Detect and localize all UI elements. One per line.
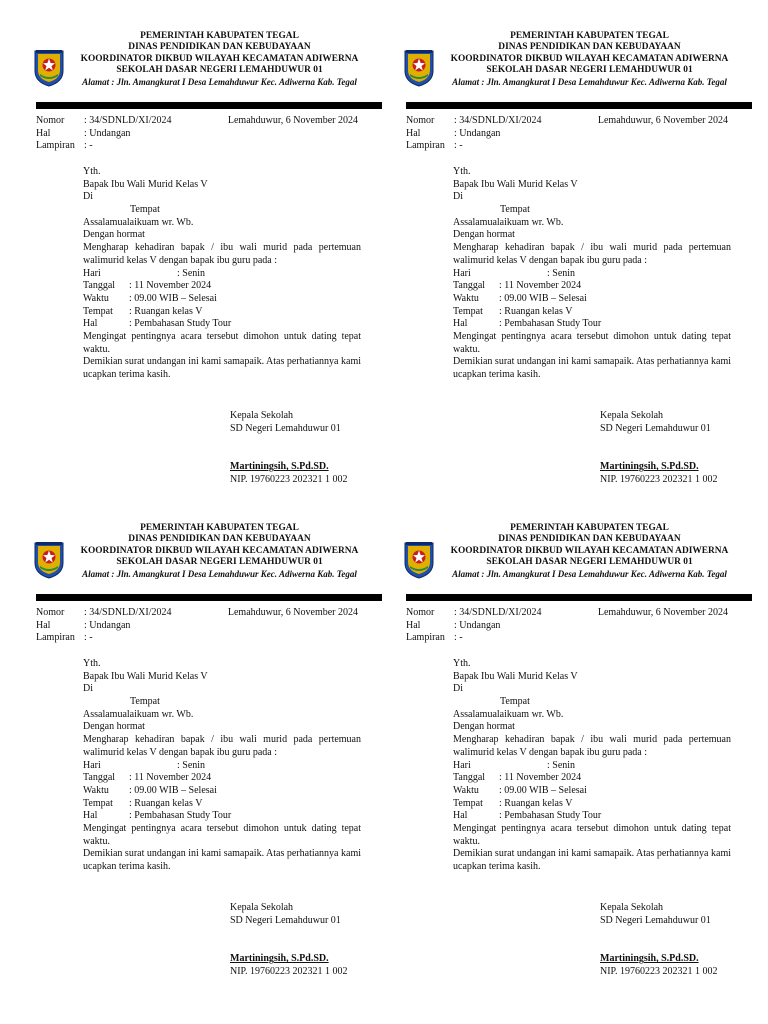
letterhead xyxy=(32,29,382,93)
lampiran-value: : - xyxy=(84,632,93,644)
reminder-paragraph: Mengingat pentingnya acara tersebut dimohon untuk dating tepat waktu. xyxy=(453,330,731,355)
recipient-di: Di xyxy=(453,683,463,695)
hal-value: : Undangan xyxy=(454,619,501,631)
recipient-name: Bapak Ibu Wali Murid Kelas V xyxy=(453,670,578,682)
invitation-letter xyxy=(402,521,752,1013)
kabupaten-tegal-crest-icon xyxy=(404,49,434,87)
signature-school: SD Negeri Lemahduwur 01 xyxy=(230,914,341,926)
tanggal-value: : 11 November 2024 xyxy=(499,280,582,292)
hal-value: : Undangan xyxy=(454,127,501,139)
invitation-letter xyxy=(32,521,382,1013)
detail-hal-label: Hal xyxy=(83,810,98,822)
header-coordinator: KOORDINATOR DIKBUD WILAYAH KECAMATAN ADIWERNA xyxy=(450,545,729,556)
signature-name: Martiningsih, S.Pd.SD. xyxy=(230,953,329,965)
detail-hal xyxy=(83,318,361,331)
waktu-value: : 09.00 WIB – Selesai xyxy=(129,292,217,304)
recipient-name: Bapak Ibu Wali Murid Kelas V xyxy=(83,670,208,682)
detail-hal-value: : Pembahasan Study Tour xyxy=(129,318,232,330)
dengan-hormat: Dengan hormat xyxy=(83,229,145,241)
detail-waktu xyxy=(453,785,731,798)
tanggal-label: Tanggal xyxy=(83,772,116,784)
hal-value: : Undangan xyxy=(84,127,131,139)
detail-hal-label: Hal xyxy=(453,810,468,822)
nomor-label: Nomor xyxy=(406,115,435,126)
signature-block xyxy=(230,410,348,487)
letter-body xyxy=(83,658,361,874)
meta-hal-row xyxy=(406,620,752,633)
hal-value: : Undangan xyxy=(84,619,131,631)
letter-meta xyxy=(36,115,382,153)
nomor-value: : 34/SDNLD/XI/2024 xyxy=(84,115,172,126)
signature-school: SD Negeri Lemahduwur 01 xyxy=(230,422,341,434)
header-school: SEKOLAH DASAR NEGERI LEMAHDUWUR 01 xyxy=(486,557,693,568)
greeting: Assalamualaikuam wr. Wb. xyxy=(453,216,564,228)
hal-label: Hal xyxy=(406,619,421,631)
lampiran-label: Lampiran xyxy=(406,140,445,152)
letterhead-text xyxy=(62,31,377,88)
header-school: SEKOLAH DASAR NEGERI LEMAHDUWUR 01 xyxy=(116,65,323,76)
detail-hari xyxy=(453,268,731,281)
lampiran-label: Lampiran xyxy=(36,632,75,644)
header-department: DINAS PENDIDIKAN DAN KEBUDAYAAN xyxy=(498,534,681,545)
header-department: DINAS PENDIDIKAN DAN KEBUDAYAAN xyxy=(128,42,311,53)
kabupaten-tegal-crest-icon xyxy=(34,541,64,579)
lampiran-value: : - xyxy=(454,632,463,644)
detail-tempat xyxy=(83,306,361,319)
hal-label: Hal xyxy=(36,127,51,139)
detail-hal-value: : Pembahasan Study Tour xyxy=(499,810,602,822)
recipient-di: Di xyxy=(83,191,93,203)
meta-nomor-row xyxy=(406,115,752,128)
dengan-hormat: Dengan hormat xyxy=(453,229,515,241)
header-school: SEKOLAH DASAR NEGERI LEMAHDUWUR 01 xyxy=(116,557,323,568)
signature-name: Martiningsih, S.Pd.SD. xyxy=(230,461,329,473)
waktu-label: Waktu xyxy=(453,784,479,796)
recipient-di: Di xyxy=(83,683,93,695)
closing-paragraph: Demikian surat undangan ini kami samapaik. Atas perhatiannya kami ucapkan terima kasih. xyxy=(83,848,361,873)
hal-label: Hal xyxy=(36,619,51,631)
signature-name: Martiningsih, S.Pd.SD. xyxy=(600,461,699,473)
meta-hal-row xyxy=(36,128,382,141)
nomor-value: : 34/SDNLD/XI/2024 xyxy=(84,607,172,618)
header-department: DINAS PENDIDIKAN DAN KEBUDAYAAN xyxy=(128,534,311,545)
meta-nomor-row xyxy=(36,607,382,620)
tempat-label: Tempat xyxy=(83,797,113,809)
header-divider xyxy=(406,594,752,601)
recipient-name: Bapak Ibu Wali Murid Kelas V xyxy=(83,178,208,190)
reminder-paragraph: Mengingat pentingnya acara tersebut dimohon untuk dating tepat waktu. xyxy=(83,330,361,355)
intro-paragraph: Mengharap kehadiran bapak / ibu wali murid pada pertemuan walimurid kelas V dengan bapak ibu guru pada : xyxy=(453,242,731,266)
tanggal-label: Tanggal xyxy=(453,280,486,292)
lampiran-label: Lampiran xyxy=(406,632,445,644)
waktu-value: : 09.00 WIB – Selesai xyxy=(499,292,587,304)
hari-label: Hari xyxy=(83,267,101,279)
detail-tanggal xyxy=(83,280,361,293)
nomor-label: Nomor xyxy=(406,607,435,618)
signature-nip: NIP. 19760223 202321 1 002 xyxy=(230,474,348,486)
header-address: Alamat : Jln. Amangkurat I Desa Lemahduwur Kec. Adiwerna Kab. Tegal xyxy=(452,568,727,579)
meta-lampiran-row xyxy=(36,140,382,153)
detail-tanggal xyxy=(453,772,731,785)
signature-school: SD Negeri Lemahduwur 01 xyxy=(600,914,711,926)
nomor-value: : 34/SDNLD/XI/2024 xyxy=(454,115,542,126)
tanggal-value: : 11 November 2024 xyxy=(499,772,582,784)
header-government: PEMERINTAH KABUPATEN TEGAL xyxy=(140,523,299,533)
meta-nomor-row xyxy=(36,115,382,128)
letterhead-text xyxy=(432,31,747,88)
greeting: Assalamualaikuam wr. Wb. xyxy=(453,708,564,720)
waktu-value: : 09.00 WIB – Selesai xyxy=(129,784,217,796)
detail-hari xyxy=(83,760,361,773)
tempat-value: : Ruangan kelas V xyxy=(129,797,203,809)
detail-hal xyxy=(83,810,361,823)
letter-date: Lemahduwur, 6 November 2024 xyxy=(227,607,358,618)
signature-title: Kepala Sekolah xyxy=(230,902,294,913)
letterhead xyxy=(32,521,382,585)
signature-block xyxy=(600,902,718,979)
header-coordinator: KOORDINATOR DIKBUD WILAYAH KECAMATAN ADIWERNA xyxy=(80,545,359,556)
signature-block xyxy=(230,902,348,979)
nomor-label: Nomor xyxy=(36,115,65,126)
reminder-paragraph: Mengingat pentingnya acara tersebut dimohon untuk dating tepat waktu. xyxy=(83,822,361,847)
signature-block xyxy=(600,410,718,487)
tanggal-value: : 11 November 2024 xyxy=(129,280,212,292)
tanggal-label: Tanggal xyxy=(83,280,116,292)
detail-hal xyxy=(453,318,731,331)
kabupaten-tegal-crest-icon xyxy=(34,49,64,87)
detail-hal-value: : Pembahasan Study Tour xyxy=(499,318,602,330)
signature-nip: NIP. 19760223 202321 1 002 xyxy=(230,966,348,978)
greeting: Assalamualaikuam wr. Wb. xyxy=(83,216,194,228)
letterhead-text xyxy=(432,523,747,580)
meta-lampiran-row xyxy=(406,140,752,153)
lampiran-value: : - xyxy=(84,140,93,152)
signature-nip: NIP. 19760223 202321 1 002 xyxy=(600,966,718,978)
meta-lampiran-row xyxy=(36,632,382,645)
recipient-di: Di xyxy=(453,191,463,203)
recipient-yth: Yth. xyxy=(453,166,471,177)
tempat-label: Tempat xyxy=(453,797,483,809)
recipient-tempat: Tempat xyxy=(500,696,530,708)
header-address: Alamat : Jln. Amangkurat I Desa Lemahduwur Kec. Adiwerna Kab. Tegal xyxy=(452,76,727,87)
closing-paragraph: Demikian surat undangan ini kami samapaik. Atas perhatiannya kami ucapkan terima kasih. xyxy=(83,356,361,381)
header-divider xyxy=(36,594,382,601)
greeting: Assalamualaikuam wr. Wb. xyxy=(83,708,194,720)
header-department: DINAS PENDIDIKAN DAN KEBUDAYAAN xyxy=(498,42,681,53)
detail-waktu xyxy=(83,293,361,306)
signature-title: Kepala Sekolah xyxy=(230,410,294,421)
dengan-hormat: Dengan hormat xyxy=(453,721,515,733)
meta-hal-row xyxy=(36,620,382,633)
letterhead xyxy=(402,29,752,93)
detail-waktu xyxy=(453,293,731,306)
letterhead-text xyxy=(62,523,377,580)
detail-tanggal xyxy=(453,280,731,293)
detail-hal-label: Hal xyxy=(83,318,98,330)
detail-tempat xyxy=(453,798,731,811)
hari-label: Hari xyxy=(453,267,471,279)
nomor-value: : 34/SDNLD/XI/2024 xyxy=(454,607,542,618)
hari-label: Hari xyxy=(453,759,471,771)
waktu-label: Waktu xyxy=(83,292,109,304)
detail-waktu xyxy=(83,785,361,798)
recipient-tempat: Tempat xyxy=(130,204,160,216)
waktu-label: Waktu xyxy=(453,292,479,304)
header-government: PEMERINTAH KABUPATEN TEGAL xyxy=(510,523,669,533)
letter-body xyxy=(453,658,731,874)
tempat-label: Tempat xyxy=(83,305,113,317)
header-coordinator: KOORDINATOR DIKBUD WILAYAH KECAMATAN ADIWERNA xyxy=(450,53,729,64)
header-coordinator: KOORDINATOR DIKBUD WILAYAH KECAMATAN ADIWERNA xyxy=(80,53,359,64)
recipient-yth: Yth. xyxy=(453,658,471,669)
hal-label: Hal xyxy=(406,127,421,139)
hari-value: : Senin xyxy=(547,267,576,279)
letter-date: Lemahduwur, 6 November 2024 xyxy=(597,607,728,618)
invitation-letter xyxy=(402,29,752,521)
intro-paragraph: Mengharap kehadiran bapak / ibu wali murid pada pertemuan walimurid kelas V dengan bapak ibu guru pada : xyxy=(453,734,731,758)
meta-lampiran-row xyxy=(406,632,752,645)
letter-meta xyxy=(406,115,752,153)
intro-paragraph: Mengharap kehadiran bapak / ibu wali murid pada pertemuan walimurid kelas V dengan bapak ibu guru pada : xyxy=(83,734,361,758)
header-address: Alamat : Jln. Amangkurat I Desa Lemahduwur Kec. Adiwerna Kab. Tegal xyxy=(82,76,357,87)
waktu-label: Waktu xyxy=(83,784,109,796)
meta-nomor-row xyxy=(406,607,752,620)
recipient-yth: Yth. xyxy=(83,658,101,669)
recipient-tempat: Tempat xyxy=(500,204,530,216)
intro-paragraph: Mengharap kehadiran bapak / ibu wali murid pada pertemuan walimurid kelas V dengan bapak ibu guru pada : xyxy=(83,242,361,266)
signature-school: SD Negeri Lemahduwur 01 xyxy=(600,422,711,434)
letter-date: Lemahduwur, 6 November 2024 xyxy=(597,115,728,126)
nomor-label: Nomor xyxy=(36,607,65,618)
recipient-tempat: Tempat xyxy=(130,696,160,708)
letter-body xyxy=(453,166,731,382)
letter-body xyxy=(83,166,361,382)
detail-hari xyxy=(83,268,361,281)
tempat-label: Tempat xyxy=(453,305,483,317)
lampiran-label: Lampiran xyxy=(36,140,75,152)
invitation-letter xyxy=(32,29,382,521)
header-government: PEMERINTAH KABUPATEN TEGAL xyxy=(510,31,669,41)
hari-value: : Senin xyxy=(177,267,206,279)
hari-value: : Senin xyxy=(177,759,206,771)
closing-paragraph: Demikian surat undangan ini kami samapaik. Atas perhatiannya kami ucapkan terima kasih. xyxy=(453,848,731,873)
hari-label: Hari xyxy=(83,759,101,771)
signature-nip: NIP. 19760223 202321 1 002 xyxy=(600,474,718,486)
tempat-value: : Ruangan kelas V xyxy=(499,797,573,809)
detail-tempat xyxy=(83,798,361,811)
letter-date: Lemahduwur, 6 November 2024 xyxy=(227,115,358,126)
header-divider xyxy=(406,102,752,109)
header-school: SEKOLAH DASAR NEGERI LEMAHDUWUR 01 xyxy=(486,65,693,76)
header-address: Alamat : Jln. Amangkurat I Desa Lemahduwur Kec. Adiwerna Kab. Tegal xyxy=(82,568,357,579)
recipient-name: Bapak Ibu Wali Murid Kelas V xyxy=(453,178,578,190)
signature-title: Kepala Sekolah xyxy=(600,410,664,421)
signature-title: Kepala Sekolah xyxy=(600,902,664,913)
closing-paragraph: Demikian surat undangan ini kami samapaik. Atas perhatiannya kami ucapkan terima kasih. xyxy=(453,356,731,381)
letter-meta xyxy=(406,607,752,645)
tanggal-value: : 11 November 2024 xyxy=(129,772,212,784)
lampiran-value: : - xyxy=(454,140,463,152)
letterhead xyxy=(402,521,752,585)
kabupaten-tegal-crest-icon xyxy=(404,541,434,579)
detail-tempat xyxy=(453,306,731,319)
reminder-paragraph: Mengingat pentingnya acara tersebut dimohon untuk dating tepat waktu. xyxy=(453,822,731,847)
tanggal-label: Tanggal xyxy=(453,772,486,784)
waktu-value: : 09.00 WIB – Selesai xyxy=(499,784,587,796)
recipient-yth: Yth. xyxy=(83,166,101,177)
dengan-hormat: Dengan hormat xyxy=(83,721,145,733)
meta-hal-row xyxy=(406,128,752,141)
tempat-value: : Ruangan kelas V xyxy=(499,305,573,317)
header-government: PEMERINTAH KABUPATEN TEGAL xyxy=(140,31,299,41)
signature-name: Martiningsih, S.Pd.SD. xyxy=(600,953,699,965)
detail-tanggal xyxy=(83,772,361,785)
detail-hal xyxy=(453,810,731,823)
detail-hari xyxy=(453,760,731,773)
header-divider xyxy=(36,102,382,109)
detail-hal-label: Hal xyxy=(453,318,468,330)
detail-hal-value: : Pembahasan Study Tour xyxy=(129,810,232,822)
tempat-value: : Ruangan kelas V xyxy=(129,305,203,317)
hari-value: : Senin xyxy=(547,759,576,771)
letter-meta xyxy=(36,607,382,645)
